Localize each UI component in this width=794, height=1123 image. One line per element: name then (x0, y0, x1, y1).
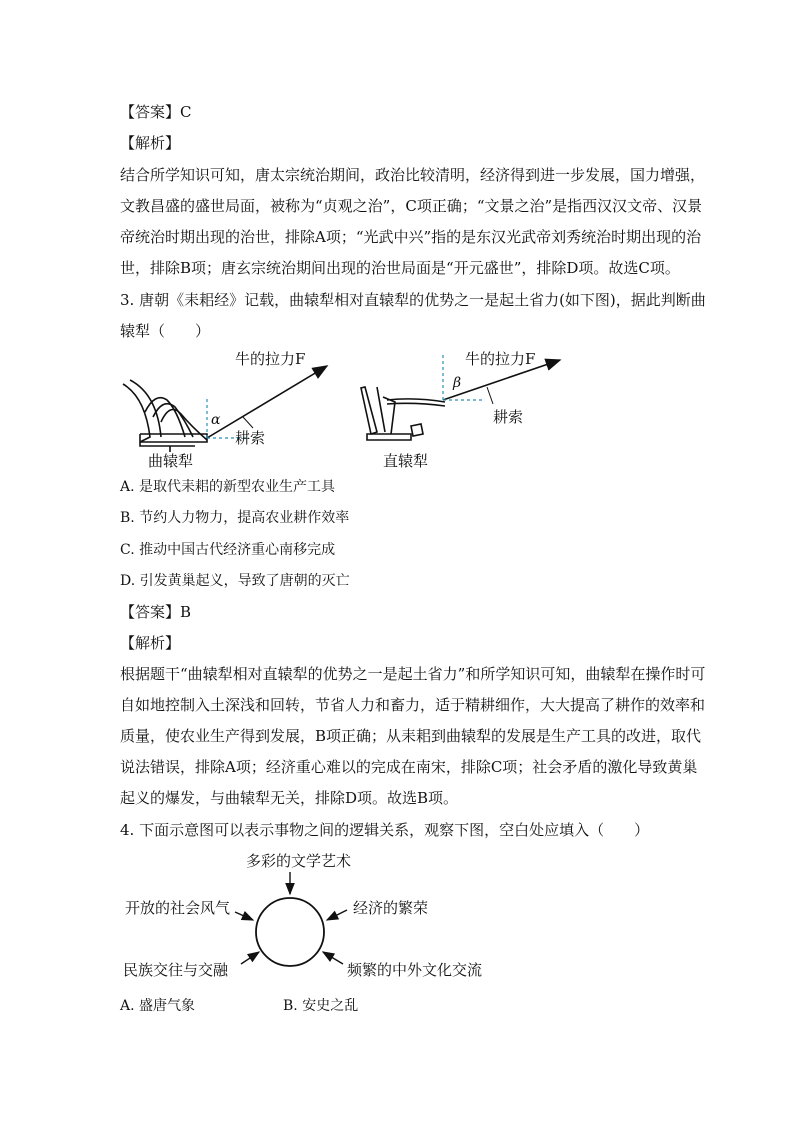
logic-diagram (115, 848, 495, 988)
straight-plow-force-label: 牛的拉力F (465, 350, 536, 368)
arrow-lower-right (323, 952, 343, 964)
q2-analysis-line: 结合所学知识可知，唐太宗统治期间，政治比较清明，经济得到进一步发展，国力增强， (120, 166, 706, 184)
q2-analysis-line: 世，排除B项；唐玄宗统治期间出现的治世局面是“开元盛世”，排除D项。故选C项。 (120, 259, 680, 277)
q4-option-b: B. 安史之乱 (283, 998, 359, 1014)
q3-analysis-line: 说法错误，排除A项；经济重心难以的完成在南宋，排除C项；社会矛盾的激化导致黄巢 (120, 758, 698, 776)
q2-analysis-title: 【解析】 (120, 134, 181, 152)
diagram-lower-left-label: 民族交往与交融 (123, 961, 229, 979)
q3-option-c: C. 推动中国古代经济重心南移完成 (120, 542, 336, 558)
curved-plow-force-arrow (207, 366, 327, 438)
curved-plow-force-label: 牛的拉力F (235, 350, 306, 368)
blank-center-circle (256, 898, 324, 966)
diagram-lower-right-label: 频繁的中外文化交流 (347, 961, 483, 979)
q3-analysis-line: 起义的爆发，与曲辕犁无关，排除D项。故选B项。 (120, 789, 459, 807)
q2-analysis-line: 文教昌盛的盛世局面，被称为“贞观之治”，C项正确；“文景之治”是指西汉汉文帝、汉景 (120, 197, 703, 215)
q2-analysis-line: 帝统治时期出现的治世，排除A项；“光武中兴”指的是东汉光武帝刘秀统治时期出现的治 (120, 228, 702, 246)
arrow-upper-right (327, 910, 347, 920)
diagram-upper-right-label: 经济的繁荣 (353, 899, 429, 917)
q3-answer: 【答案】B (120, 603, 192, 621)
q3-stem: 3. 唐朝《耒耜经》记载，曲辕犁相对直辕犁的优势之一是起土省力(如下图)，据此判断曲 (120, 291, 706, 309)
straight-plow-angle-label: β (453, 375, 462, 391)
plow-figure (115, 342, 565, 472)
q3-analysis-line: 自如地控制入土深浅和回转，节省人力和畜力，适于精耕细作，大大提高了耕作的效率和 (120, 696, 706, 714)
curved-plow-angle-label: α (211, 412, 221, 428)
arrow-lower-left (241, 952, 259, 964)
q3-option-b: B. 节约人力物力，提高农业耕作效率 (120, 510, 350, 526)
straight-plow-caption: 直辕犁 (383, 452, 429, 470)
diagram-upper-left-label: 开放的社会风气 (125, 899, 231, 917)
diagram-top-label: 多彩的文学艺术 (246, 852, 352, 870)
q3-stem-cont: 辕犁（ ） (120, 322, 211, 340)
q2-answer: 【答案】C (120, 103, 192, 121)
q3-option-d: D. 引发黄巢起义，导致了唐朝的灭亡 (120, 573, 350, 589)
q4-stem: 4. 下面示意图可以表示事物之间的逻辑关系，观察下图，空白处应填入（ ） (120, 821, 650, 839)
q3-analysis-title: 【解析】 (120, 634, 181, 652)
curved-plow-caption: 曲辕犁 (148, 452, 194, 470)
q3-analysis-line: 质量，使农业生产得到发展，B项正确；从耒耜到曲辕犁的发展是生产工具的改进，取代 (120, 727, 702, 745)
q4-option-a: A. 盛唐气象 (120, 998, 196, 1014)
straight-plow-rope-label: 耕索 (493, 408, 524, 426)
q3-analysis-line: 根据题干“曲辕犁相对直辕犁的优势之一是起土省力”和所学知识可知，曲辕犁在操作时可 (120, 665, 706, 683)
curved-plow-illustration (123, 380, 207, 452)
straight-plow-illustration (361, 387, 445, 440)
curved-plow-rope-label: 耕索 (235, 429, 266, 447)
q3-option-a: A. 是取代耒耜的新型农业生产工具 (120, 479, 336, 495)
arrow-upper-left (235, 912, 253, 920)
